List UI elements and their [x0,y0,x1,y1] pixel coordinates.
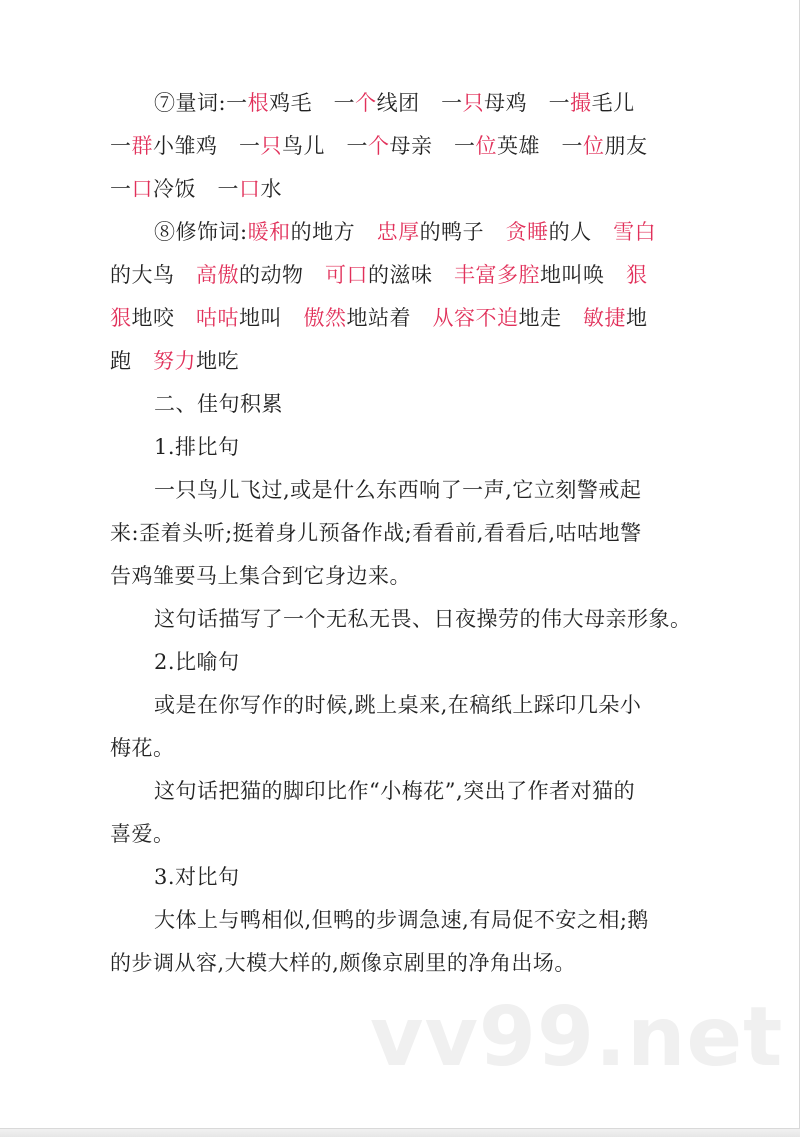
page-bottom-edge [0,1128,800,1137]
highlighted-word: 群 [131,134,153,158]
highlighted-word: 位 [583,134,605,158]
text-line [110,684,670,727]
text-segment: ⑧修饰词: [154,220,248,244]
text-segment: 母亲 [389,134,454,158]
highlighted-word: 位 [475,134,497,158]
text-segment: 一只鸟儿飞过,或是什么东西响了一声,它立刻警戒起 [154,478,642,502]
text-segment: 二、佳句积累 [154,392,283,416]
text-segment: 的步调从容,大模大样的,颇像京剧里的净角出场。 [110,951,576,975]
text-segment: 地咬 [131,306,196,330]
text-segment: 的滋味 [368,263,454,287]
text-segment: 这句话描写了一个无私无畏、日夜操劳的伟大母亲形象。 [154,607,692,631]
text-line [110,512,670,555]
text-line [110,641,670,684]
text-segment: 水 [260,177,282,201]
text-line [110,469,670,512]
text-line [110,82,670,125]
text-segment: 来:歪着头听;挺着身儿预备作战;看看前,看看后,咕咕地警 [110,521,642,545]
text-line [110,383,670,426]
highlighted-word: 口 [239,177,261,201]
highlighted-word: 贪睡 [505,220,549,244]
highlighted-word: 狠 [110,306,132,330]
text-segment: 地吃 [196,349,239,373]
text-segment: 地站着 [346,306,433,330]
text-line [110,125,670,168]
text-segment: 一 [333,91,356,115]
highlighted-word: 个 [368,134,390,158]
text-line [110,727,670,770]
text-segment: 母鸡 [484,91,549,115]
highlighted-word: 忠厚 [376,220,420,244]
text-segment: 一 [110,134,132,158]
text-segment: 英雄 [497,134,562,158]
text-segment: 一 [441,91,463,115]
text-segment: 冷饭 [153,177,218,201]
text-line [110,555,670,598]
text-segment: 地叫 [239,306,304,330]
highlighted-word: 口 [131,177,153,201]
text-line [110,856,670,899]
text-segment: 这句话把猫的脚印比作“小梅花”,突出了作者对猫的 [154,779,636,803]
highlighted-word: 暖和 [247,220,291,244]
text-segment: 鸡毛 [269,91,334,115]
highlighted-word: 个 [355,91,377,115]
text-segment: 的动物 [239,263,325,287]
text-segment: 2.比喻句 [154,650,240,674]
highlighted-word: 从容不迫 [432,306,519,330]
highlighted-word: 高傲 [196,263,239,287]
highlighted-word: 敏捷 [583,306,626,330]
text-segment: 地叫唤 [540,263,626,287]
text-segment: 小雏鸡 [153,134,239,158]
highlighted-word: 咕咕 [196,306,239,330]
text-segment: 地 [626,306,648,330]
text-segment: 的鸭子 [419,220,506,244]
highlighted-word: 丰富多腔 [454,263,540,287]
text-segment: 大体上与鸭相似,但鸭的步调急速,有局促不安之相;鹅 [154,908,649,932]
text-line [110,297,670,340]
text-segment: 线团 [376,91,442,115]
text-line [110,211,670,254]
highlighted-word: 傲然 [303,306,347,330]
text-line [110,254,670,297]
text-segment: 地走 [518,306,583,330]
text-line [110,770,670,813]
text-segment: 一 [217,177,239,201]
text-line [110,942,670,985]
text-segment: 梅花。 [110,736,175,760]
highlighted-word: 可口 [325,263,368,287]
text-line [110,168,670,211]
text-line [110,340,670,383]
highlighted-word: 雪白 [613,220,657,244]
text-segment: 的地方 [290,220,377,244]
text-segment: ⑦量词: [154,91,227,115]
text-segment: 毛儿 [591,91,635,115]
text-segment: 或是在你写作的时候,跳上桌来,在稿纸上踩印几朵小 [154,693,642,717]
text-segment: 朋友 [604,134,648,158]
highlighted-word: 努力 [153,349,196,373]
text-segment: 一 [239,134,261,158]
text-segment: 一 [346,134,368,158]
text-segment: 3.对比句 [154,865,240,889]
highlighted-word: 只 [462,91,485,115]
text-segment: 1.排比句 [154,435,240,459]
text-segment: 一 [561,134,583,158]
text-line [110,813,670,856]
text-segment: 一 [454,134,476,158]
text-line [110,426,670,469]
document-body [110,82,692,985]
text-segment: 的大鸟 [110,263,196,287]
text-segment: 一 [548,91,571,115]
text-segment: 喜爱。 [110,822,175,846]
text-segment: 的人 [548,220,614,244]
text-segment: 鸟儿 [282,134,347,158]
text-line [110,899,670,942]
highlighted-word: 只 [260,134,282,158]
text-segment: 跑 [110,349,153,373]
highlighted-word: 狠 [626,263,648,287]
text-segment: 一 [110,177,132,201]
text-segment: 一 [226,91,248,115]
watermark: vv99.net [370,990,784,1085]
text-segment: 告鸡雏要马上集合到它身边来。 [110,564,411,588]
highlighted-word: 根 [247,91,270,115]
text-line [110,598,692,641]
highlighted-word: 撮 [570,91,592,115]
